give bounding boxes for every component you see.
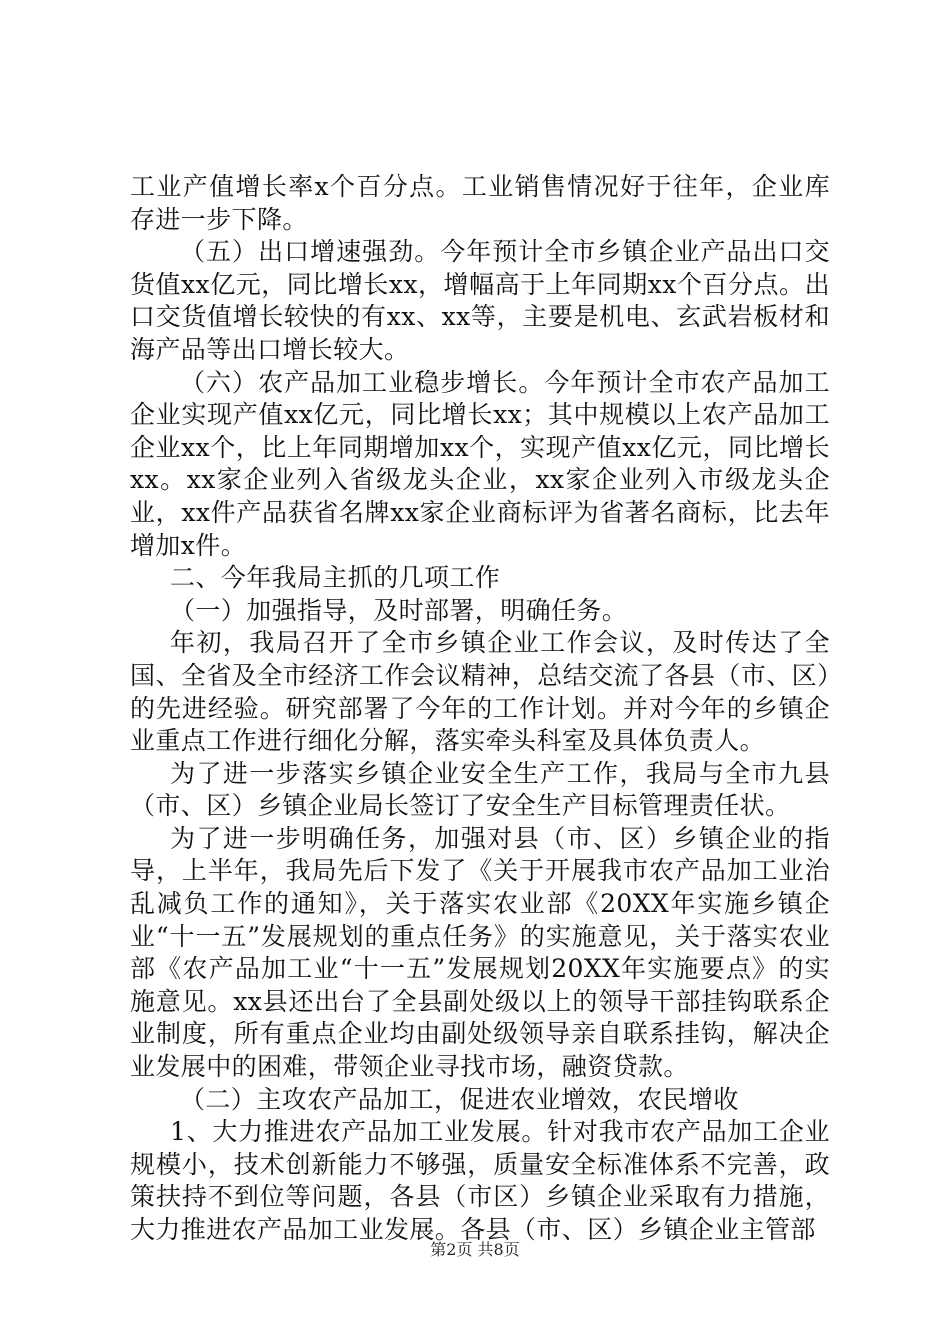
subheading-agri-processing: （二）主攻农产品加工，促进农业增效，农民增收 [180,1084,739,1114]
paragraph-agri-processing-growth: （六）农产品加工业稳步增长。今年预计全市农产品加工企业实现产值xx亿元，同比增长xx；其中规模以上农产品加工企业xx个，比上年同期增加xx个，实现产值xx亿元，同比增长xx。xx家企业列入省级龙头企业，xx家企业列入市级龙头企业，xx件产品获省名牌xx家企业商标评为省著名商标，比去年增加x件。 [130,367,830,560]
paragraph-clarify-tasks: 为了进一步明确任务，加强对县（市、区）乡镇企业的指导，上半年，我局先后下发了《关于开展我市农产品加工业治乱减负工作的通知》，关于落实农业部《20XX年实施乡镇企业“十一五”发展规划的重点任务》的实施意见，关于落实农业部《农产品加工业“十一五”发展规划20XX年实施要点》的实施意见。xx县还出台了全县副处级以上的领导干部挂钩联系企业制度，所有重点企业均由副处级领导亲自联系挂钩，解决企业发展中的困难，带领企业寻找市场，融资贷款。 [130,823,830,1082]
paragraph-promote-processing: 1、大力推进农产品加工业发展。针对我市农产品加工企业规模小，技术创新能力不够强，质量安全标准体系不完善，政策扶持不到位等问题，各县（市区）乡镇企业采取有力措施，大力推进农产品加工业发展。各县（市、区）乡镇企业主管部 [130,1117,830,1244]
paragraph-annual-meeting: 年初，我局召开了全市乡镇企业工作会议，及时传达了全国、全省及全市经济工作会议精神，总结交流了各县（市、区）的先进经验。研究部署了今年的工作计划。并对今年的乡镇企业重点工作进行细化分解，落实牵头科室及具体负责人。 [130,628,830,756]
page-number-indicator: 第2页 共8页 [430,1240,520,1259]
subheading-guidance: （一）加强指导，及时部署，明确任务。 [170,595,628,625]
paragraph-safety-production: 为了进一步落实乡镇企业安全生产工作，我局与全市九县（市、区）乡镇企业局长签订了安全生产目标管理责任状。 [130,758,830,821]
paragraph-continuation: 工业产值增长率x个百分点。工业销售情况好于往年，企业库存进一步下降。 [130,172,830,234]
paragraph-export-growth: （五）出口增速强劲。今年预计全市乡镇企业产品出口交货值xx亿元，同比增长xx，增幅高于上年同期xx个百分点。出口交货值增长较快的有xx、xx等，主要是机电、玄武岩板材和海产品等出口增长较大。 [130,237,830,364]
page-footer [0,1240,950,1260]
document-body [130,171,830,1247]
section-heading-main-work: 二、今年我局主抓的几项工作 [170,563,501,593]
